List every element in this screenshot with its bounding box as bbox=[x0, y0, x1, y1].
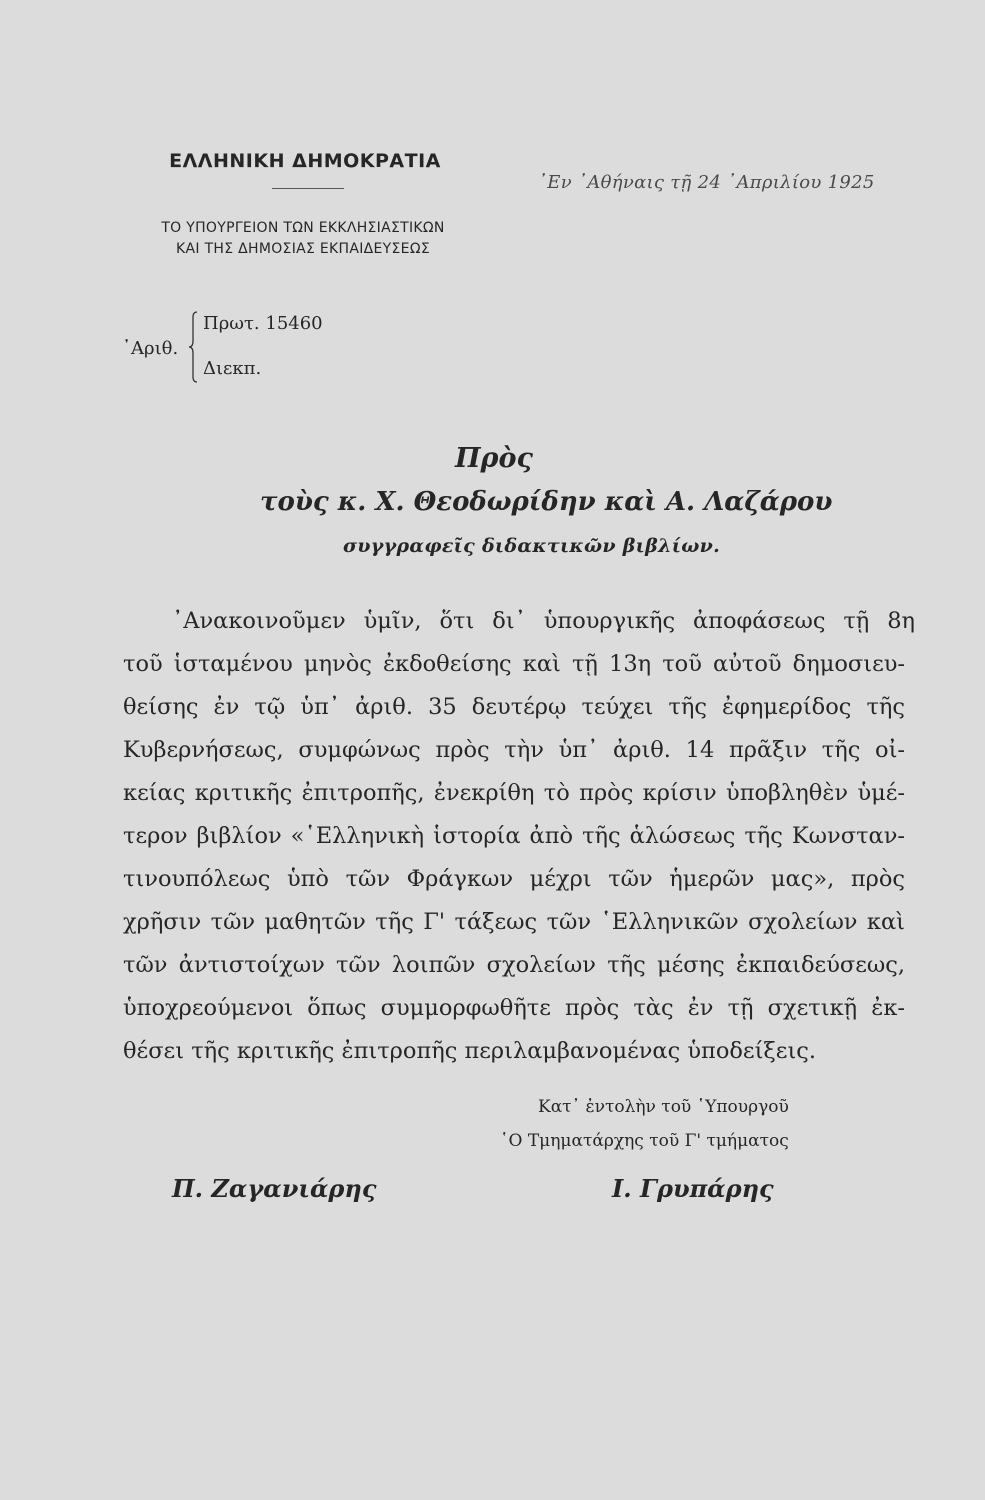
body-line: θέσει τῆς κριτικῆς ἐπιτροπῆς περιλαμβανομένας ὑποδείξεις. bbox=[123, 1038, 817, 1064]
signature-left: Π. Ζαγανιάρης bbox=[172, 1174, 377, 1203]
body-line: κείας κριτικῆς ἐπιτροπῆς, ἐνεκρίθη τὸ πρὸς κρίσιν ὑποβληθὲν ὑμέ- bbox=[123, 780, 905, 806]
body-line: χρῆσιν τῶν μαθητῶν τῆς Γ' τάξεως τῶν ῾Ελληνικῶν σχολείων καὶ bbox=[123, 909, 905, 935]
letter-date: ᾿Εν ᾿Αθήναις τῇ 24 ᾿Απριλίου 1925 bbox=[538, 172, 875, 193]
command-line-2: ῾Ο Τμηματάρχης τοῦ Γ' τμήματος bbox=[500, 1131, 789, 1151]
addressee-role: συγγραφεῖς διδακτικῶν βιβλίων. bbox=[343, 535, 720, 557]
republic-heading: ΕΛΛΗΝΙΚΗ ΔΗΜΟΚΡΑΤΙΑ bbox=[169, 150, 441, 172]
body-line: Κυβερνήσεως, συμφώνως πρὸς τὴν ὑπ᾿ ἀριθ. 14 πρᾶξιν τῆς οἰ- bbox=[123, 737, 905, 763]
protocol-number: 15460 bbox=[265, 313, 323, 334]
body-line: ὑποχρεούμενοι ὅπως συμμορφωθῆτε πρὸς τὰς ἐν τῇ σχετικῇ ἐκ- bbox=[123, 995, 905, 1021]
addressee-to: Πρὸς bbox=[455, 443, 533, 474]
command-line-1: Κατ᾿ ἐντολὴν τοῦ ῾Υπουργοῦ bbox=[538, 1097, 789, 1117]
signature-right: Ι. Γρυπάρης bbox=[612, 1174, 774, 1203]
dispatch-label: Διεκπ. bbox=[203, 358, 262, 379]
reference-brace bbox=[188, 311, 198, 383]
reference-label: ᾿Αριθ. bbox=[122, 338, 179, 359]
addressee-names: τοὺς κ. Χ. Θεοδωρίδην καὶ Α. Λαζάρου bbox=[260, 487, 833, 517]
ministry-heading bbox=[120, 218, 486, 260]
body-line: τοῦ ἱσταμένου μηνὸς ἐκδοθείσης καὶ τῇ 13η τοῦ αὐτοῦ δημοσιευ- bbox=[123, 651, 905, 677]
body-line: ᾿Ανακοινοῦμεν ὑμῖν, ὅτι δι᾿ ὑπουργικῆς ἀποφάσεως τῇ 8η bbox=[172, 608, 915, 634]
body-line: θείσης ἐν τῷ ὑπ᾿ ἀριθ. 35 δευτέρῳ τεύχει τῆς ἐφημερίδος τῆς bbox=[123, 694, 905, 720]
body-line: τῶν ἀντιστοίχων τῶν λοιπῶν σχολείων τῆς μέσης ἐκπαιδεύσεως, bbox=[123, 952, 905, 978]
ministry-line-1: ΤΟ ΥΠΟΥΡΓΕΙΟΝ ΤΩΝ ΕΚΚΛΗΣΙΑΣΤΙΚΩΝ bbox=[161, 220, 445, 236]
protocol-line bbox=[203, 313, 323, 334]
body-line: τερον βιβλίον «῾Ελληνικὴ ἱστορία ἀπὸ τῆς ἁλώσεως τῆς Κωνσταν- bbox=[123, 823, 905, 849]
heading-divider bbox=[272, 188, 344, 189]
body-line: τινουπόλεως ὑπὸ τῶν Φράγκων μέχρι τῶν ἡμερῶν μας», πρὸς bbox=[123, 866, 905, 892]
ministry-line-2: ΚΑΙ ΤΗΣ ΔΗΜΟΣΙΑΣ ΕΚΠΑΙΔΕΥΣΕΩΣ bbox=[176, 241, 430, 257]
protocol-label: Πρωτ. bbox=[203, 313, 260, 334]
